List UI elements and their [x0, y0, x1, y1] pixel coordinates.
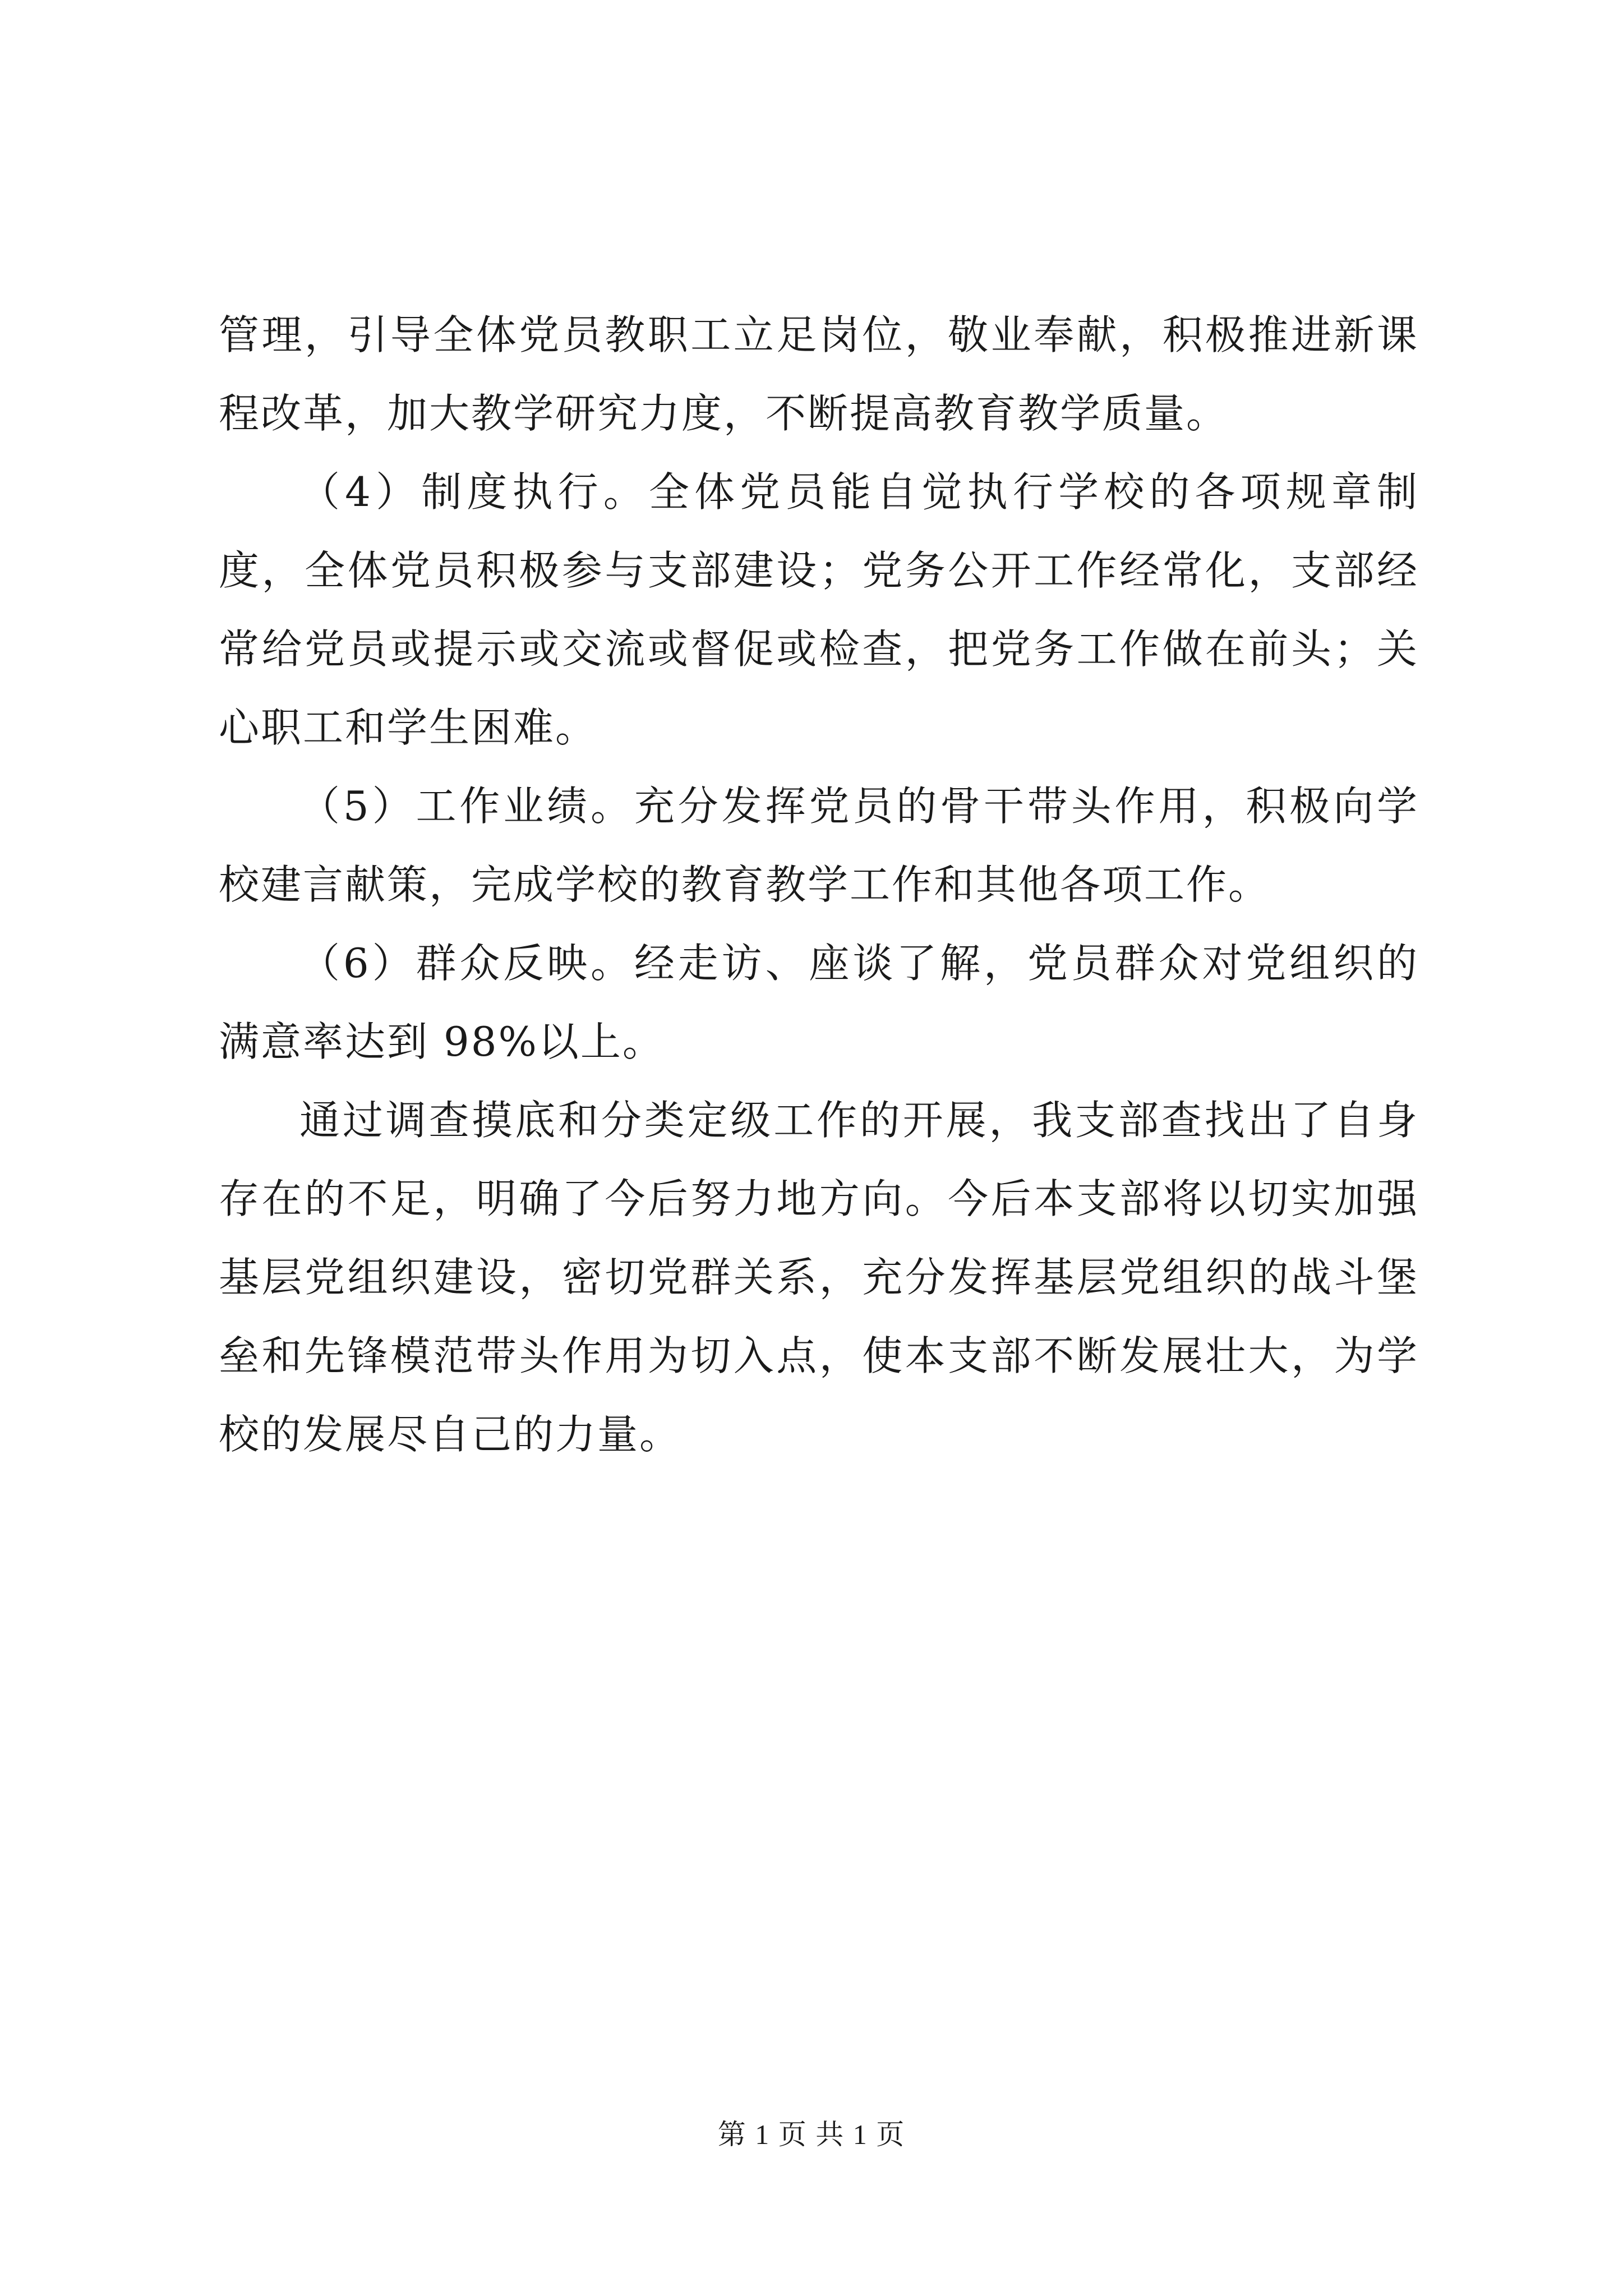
document-body [219, 296, 1419, 1474]
paragraph-public-feedback: （6）群众反映。经走访、座谈了解，党员群众对党组织的满意率达到 98%以上。 [219, 940, 1419, 1065]
paragraph-work-performance: （5）工作业绩。充分发挥党员的骨干带头作用，积极向学校建言献策，完成学校的教育教学工作和其他各项工作。 [219, 783, 1419, 908]
paragraph-management: 管理，引导全体党员教职工立足岗位，敬业奉献，积极推进新课程改革，加大教学研究力度，不断提高教育教学质量。 [219, 311, 1419, 437]
page-footer: 第 1 页 共 1 页 [717, 2119, 906, 2150]
paragraph-system-execution: （4）制度执行。全体党员能自觉执行学校的各项规章制度，全体党员积极参与支部建设；党务公开工作经常化，支部经常给党员或提示或交流或督促或检查，把党务工作做在前头；关心职工和学生困难。 [219, 468, 1419, 751]
paragraph-conclusion: 通过调查摸底和分类定级工作的开展，我支部查找出了自身存在的不足，明确了今后努力地方向。今后本支部将以切实加强基层党组织建设，密切党群关系，充分发挥基层党组织的战斗堡垒和先锋模范带头作用为切入点，使本支部不断发展壮大，为学校的发展尽自己的力量。 [219, 1097, 1419, 1458]
